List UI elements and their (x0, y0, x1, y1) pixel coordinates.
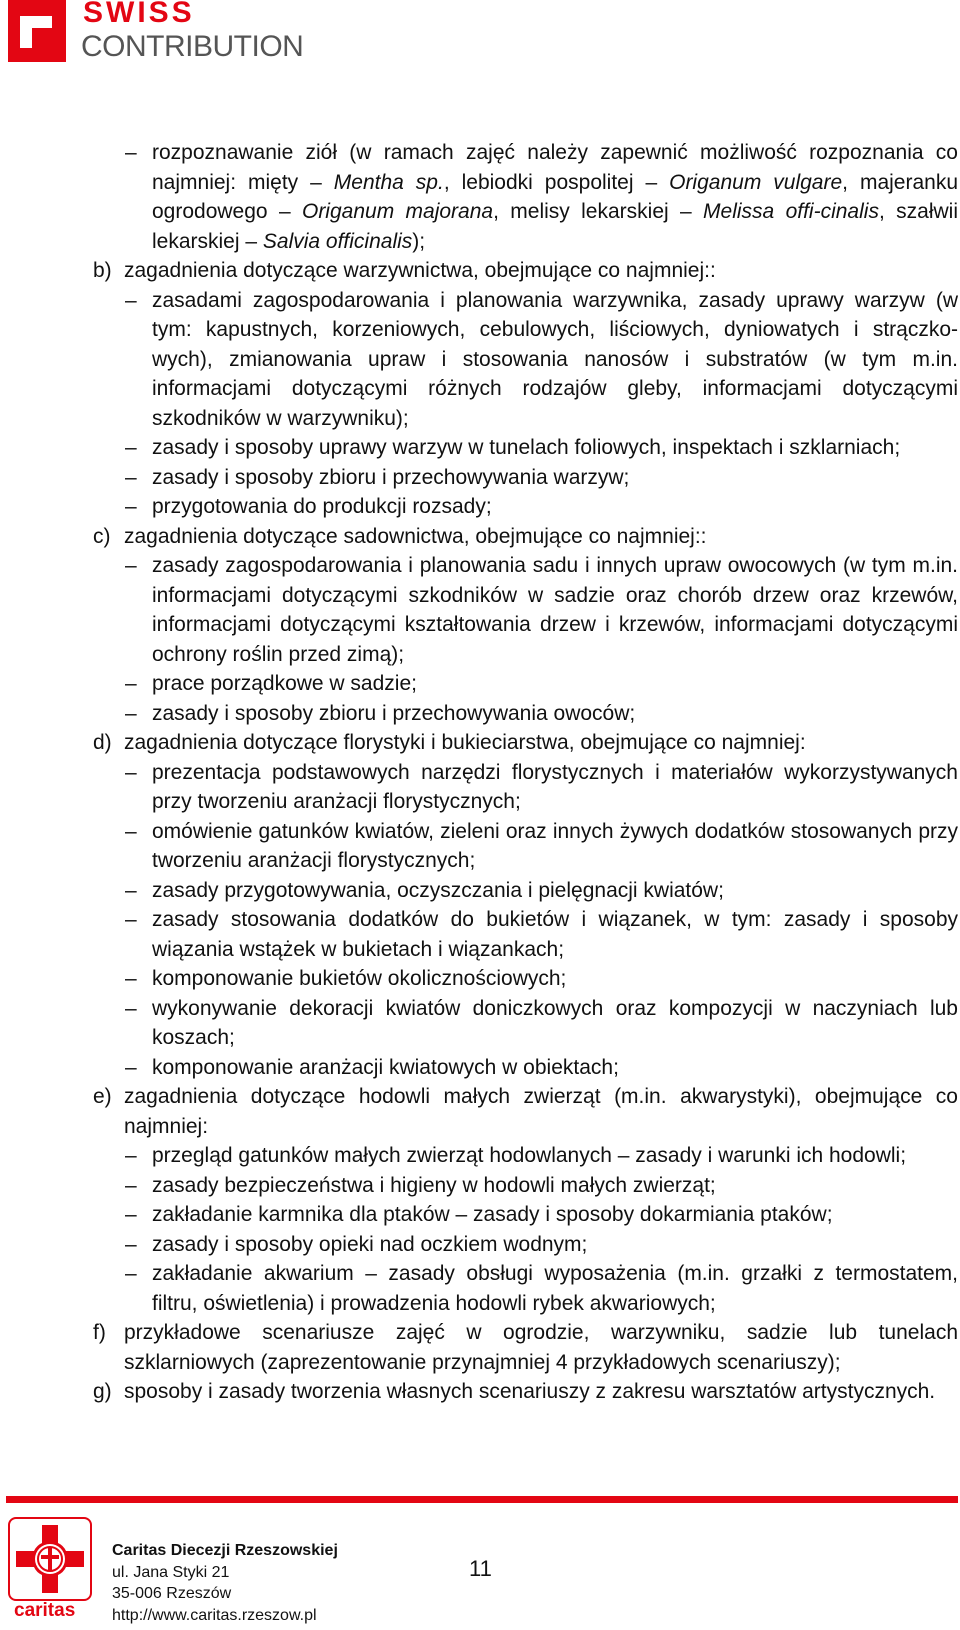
page-number: 11 (469, 1556, 492, 1581)
item-text: komponowanie aranżacji kwiatowych w obiektach; (152, 1055, 619, 1079)
caritas-logo (8, 1517, 92, 1624)
dash-bullet: – (125, 554, 137, 577)
street-address: ul. Jana Styki 21 (112, 1563, 230, 1581)
dash-bullet: – (125, 996, 137, 1020)
dash-bullet: – (125, 436, 137, 459)
list-item (0, 551, 960, 669)
dash-bullet: – (125, 1262, 137, 1285)
list-item (0, 1141, 960, 1171)
section-f (0, 1318, 960, 1377)
dash-bullet: – (125, 760, 137, 784)
organization-name: Caritas Diecezji Rzeszowskiej (112, 1542, 338, 1559)
item-text: przegląd gatunków małych zwierząt hodowlanych – zasady i warunki ich hodowli; (152, 1144, 907, 1167)
dash-bullet: – (125, 878, 137, 902)
item-text: zasady i sposoby opieki nad oczkiem wodnym; (152, 1232, 588, 1256)
list-item (0, 876, 960, 906)
city-postal: 35-006 Rzeszów (112, 1585, 232, 1602)
list-item (0, 1171, 960, 1201)
item-text: , szałwii lekarskiej – (152, 200, 958, 253)
section-letter: b) (93, 259, 112, 282)
dash-bullet: – (125, 288, 137, 312)
list-item (0, 817, 960, 876)
list-item (0, 964, 960, 994)
list-item (0, 138, 960, 256)
item-text: ); (412, 229, 426, 253)
section-letter: c) (93, 524, 111, 548)
dash-bullet: – (125, 908, 137, 931)
list-item (0, 286, 960, 434)
logo-contribution-text: CONTRIBUTION (81, 30, 304, 63)
item-text: zasady przygotowywania, oczyszczania i pielęgnacji kwiatów; (152, 878, 724, 902)
dash-bullet: – (125, 1173, 137, 1197)
list-item (0, 463, 960, 493)
list-item (0, 1200, 960, 1230)
footer-divider (6, 1496, 958, 1503)
dash-bullet: – (125, 672, 137, 695)
section-letter: g) (93, 1380, 112, 1403)
item-text: rozpoznawanie ziół (w ramach zajęć należy zapewnić możliwość rozpoznania co najmniej: mięty – (152, 141, 958, 194)
list-item (0, 1259, 960, 1318)
section-heading: sposoby i zasady tworzenia własnych scenariuszy z zakresu warsztatów artystycznych. (124, 1380, 936, 1403)
section-e (0, 1082, 960, 1141)
section-letter: f) (93, 1321, 106, 1344)
item-text: zasady bezpieczeństwa i higieny w hodowli małych zwierząt; (152, 1173, 716, 1197)
item-text: zasady i sposoby zbioru i przechowywania warzyw; (152, 465, 630, 489)
item-text: zakładanie akwarium – zasady obsługi wyposażenia (m.in. grzałki z termostatem, filtru, oświetlenia) i prowadzenia hodowli rybek akwariowych; (152, 1262, 958, 1315)
dash-bullet: – (125, 1232, 137, 1256)
item-text: wykonywanie dekoracji kwiatów doniczkowych oraz kompozycji w naczyniach lub koszach; (152, 996, 958, 1049)
list-item (0, 905, 960, 964)
dash-bullet: – (125, 819, 137, 843)
section-letter: e) (93, 1085, 112, 1108)
document-body (0, 138, 960, 1407)
item-text: zasady i sposoby zbioru i przechowywania owoców; (152, 701, 636, 725)
dash-bullet: – (125, 495, 137, 518)
item-text: zakładanie karmnika dla ptaków – zasady i sposoby dokarmiania ptaków; (152, 1203, 833, 1226)
section-heading: zagadnienia dotyczące warzywnictwa, obejmujące co najmniej:: (124, 259, 716, 282)
dash-bullet: – (125, 967, 137, 990)
section-g (0, 1377, 960, 1407)
list-item (0, 492, 960, 522)
dash-bullet: – (125, 465, 137, 489)
item-text: prezentacja podstawowych narzędzi florystycznych i materiałów wykorzystywanych przy tworzeniu aranżacji florystycznych; (152, 760, 958, 813)
list-item (0, 994, 960, 1053)
latin-name: Origanum vulgare (669, 170, 843, 194)
dash-bullet: – (125, 1203, 137, 1226)
section-heading: zagadnienia dotyczące sadownictwa, obejmujące co najmniej:: (124, 524, 707, 548)
dash-bullet: – (125, 1055, 137, 1079)
item-text: , majeranku ogrodowego – (152, 170, 958, 223)
section-heading: zagadnienia dotyczące hodowli małych zwierząt (m.in. akwarystyki), obejmujące co najmniej: (124, 1085, 958, 1138)
list-item (0, 1053, 960, 1083)
logo-swiss-text: SWISS (83, 0, 195, 29)
item-text: komponowanie bukietów okolicznościowych; (152, 967, 567, 990)
dash-bullet: – (125, 1144, 137, 1167)
list-item (0, 699, 960, 729)
item-text: zasadami zagospodarowania i planowania warzywnika, zasady uprawy warzyw (w tym: kapustnych, korzeniowych, cebulowych, liściowych, dyniowatych i strączko-wych), zmianowania upraw i stosowania nanosów i substratów (w tym m.in. informacjami dotyczącymi różnych rodzajów gleby, informacjami dotyczącymi szkodników w warzywniku); (152, 288, 958, 430)
list-item (0, 433, 960, 463)
item-text: , lebiodki pospolitej – (443, 170, 670, 194)
item-text: prace porządkowe w sadzie; (152, 672, 417, 695)
section-c (0, 522, 960, 552)
item-text: , melisy lekarskiej – (493, 200, 704, 223)
footer-address (112, 1540, 338, 1626)
caritas-emblem-icon (8, 1517, 92, 1601)
swiss-cross-icon (8, 0, 66, 62)
latin-name: Salvia officinalis (262, 229, 413, 253)
section-heading: zagadnienia dotyczące florystyki i bukieciarstwa, obejmujące co najmniej: (124, 731, 806, 754)
item-text: zasady zagospodarowania i planowania sadu i innych upraw owocowych (w tym m.in. informacjami dotyczącymi szkodników w sadzie oraz chorób drzew oraz krzewów, informacjami dotyczącymi kształtowania drzew i krzewów, informacjami dotyczącymi ochrony roślin przed zimą); (152, 554, 958, 666)
dash-bullet: – (125, 141, 137, 164)
website-link[interactable]: http://www.caritas.rzeszow.pl (112, 1606, 317, 1624)
latin-name: Mentha sp. (333, 170, 444, 194)
latin-name: Origanum majorana (301, 200, 494, 223)
section-d (0, 728, 960, 758)
latin-name: Melissa offi-cinalis (703, 200, 879, 223)
section-letter: d) (93, 731, 112, 754)
caritas-logo-text: caritas (14, 1600, 76, 1621)
section-b (0, 256, 960, 286)
item-text: zasady stosowania dodatków do bukietów i wiązanek, w tym: zasady i sposoby wiązania wstążek w bukietach i wiązankach; (152, 908, 958, 961)
list-item (0, 1230, 960, 1260)
item-text: omówienie gatunków kwiatów, zieleni oraz innych żywych dodatków stosowanych przy tworzeniu aranżacji florystycznych; (152, 819, 958, 872)
list-item (0, 669, 960, 699)
section-heading: przykładowe scenariusze zajęć w ogrodzie, warzywniku, sadzie lub tunelach szklarniowych (zaprezentowanie przynajmniej 4 przykładowych scenariuszy); (124, 1321, 958, 1374)
list-item (0, 758, 960, 817)
item-text: przygotowania do produkcji rozsady; (152, 495, 492, 518)
dash-bullet: – (125, 701, 137, 725)
item-text: zasady i sposoby uprawy warzyw w tunelach foliowych, inspektach i szklarniach; (152, 436, 901, 459)
